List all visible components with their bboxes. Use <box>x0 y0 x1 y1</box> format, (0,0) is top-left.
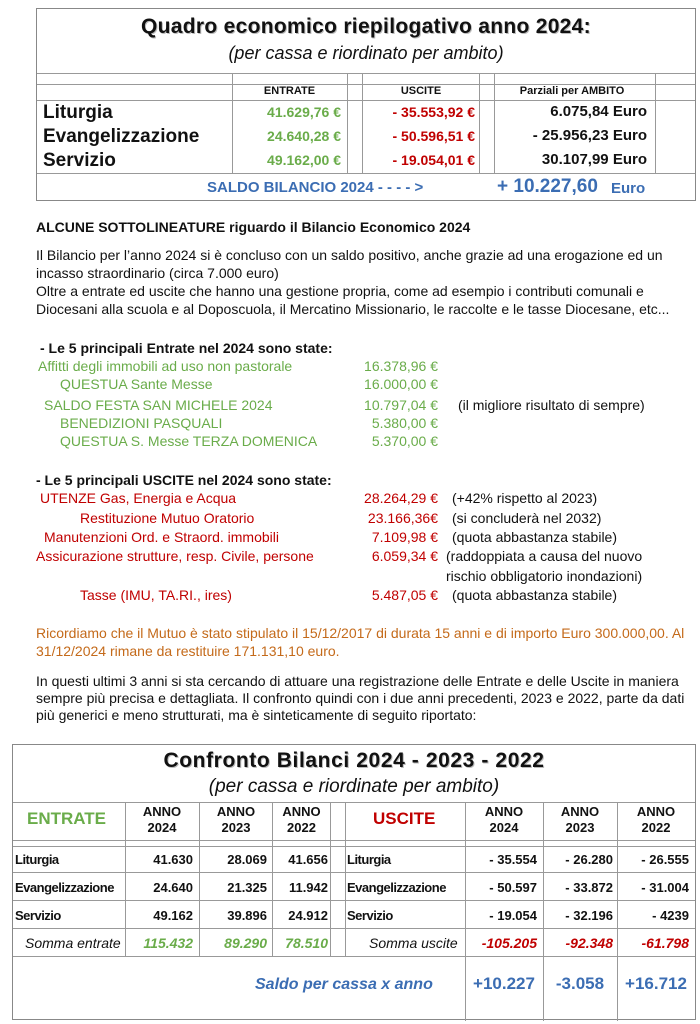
grid-line <box>13 956 695 957</box>
entrata-label: SALDO FESTA SAN MICHELE 2024 <box>44 397 273 413</box>
somma-entrate-cell: 115.432 <box>143 935 193 951</box>
year-line1: ANNO <box>484 804 524 819</box>
somma-uscite-label: Somma uscite <box>369 935 458 951</box>
entrata-cell: 11.942 <box>288 880 328 895</box>
notes-heading: ALCUNE SOTTOLINEATURE riguardo il Bilancio Economico 2024 <box>36 219 471 235</box>
grid-line <box>125 802 126 956</box>
summary-box <box>36 8 696 201</box>
uscita-cell: - 19.054 <box>489 908 537 923</box>
year-line2: 2024 <box>147 820 177 835</box>
somma-uscite-cell: -105.205 <box>481 935 537 951</box>
year-line2: 2022 <box>641 820 671 835</box>
grid-line <box>13 900 695 901</box>
entrate-value: 24.640,28 € <box>267 128 341 144</box>
uscita-cell: - 35.554 <box>489 852 537 867</box>
somma-uscite-cell: -61.798 <box>641 935 689 951</box>
uscita-note: (quota abbastanza stabile) <box>452 529 617 545</box>
grid-line <box>13 840 695 841</box>
col-entrate: ENTRATE <box>263 85 316 97</box>
grid-line <box>543 802 544 1021</box>
uscite-label: USCITE <box>373 809 436 828</box>
uscita-cell: - 4239 <box>652 908 689 923</box>
grid-line <box>37 73 695 74</box>
entrata-value: 16.000,00 € <box>364 376 438 392</box>
col-parziali: Parziali per AMBITO <box>519 85 625 97</box>
somma-uscite-cell: -92.348 <box>565 935 613 951</box>
uscita-cell: - 26.280 <box>565 852 613 867</box>
grid-line <box>347 73 348 173</box>
saldo-label: SALDO BILANCIO 2024 - - - - > <box>207 179 424 196</box>
uscita-value: 28.264,29 € <box>364 490 438 506</box>
year-line2: 2023 <box>565 820 595 835</box>
year-line1: ANNO <box>216 804 256 819</box>
row-label: Liturgia <box>15 852 59 867</box>
entrata-cell: 41.630 <box>153 852 193 867</box>
entrata-cell: 24.640 <box>153 880 193 895</box>
uscita-note: (raddoppiata a causa del nuovo <box>446 548 643 564</box>
uscite-value: - 35.553,92 € <box>392 104 475 120</box>
uscita-note: (si concluderà nel 2032) <box>452 510 602 526</box>
uscita-value: 5.487,05 € <box>371 587 438 603</box>
uscita-cell: - 33.872 <box>565 880 613 895</box>
entrata-note: (il migliore risultato di sempre) <box>458 397 645 413</box>
saldo-value: + 10.227,60 <box>497 176 598 197</box>
uscita-value: 23.166,36€ <box>367 510 438 526</box>
grid-line <box>13 928 695 929</box>
uscita-cell: - 32.196 <box>565 908 613 923</box>
row-label: Liturgia <box>347 852 391 867</box>
uscite-value: - 19.054,01 € <box>392 152 475 168</box>
entrata-cell: 49.162 <box>153 908 193 923</box>
uscita-note: (+42% rispetto al 2023) <box>452 490 598 506</box>
grid-line <box>345 802 346 956</box>
grid-line <box>37 173 695 174</box>
entrata-value: 5.370,00 € <box>371 433 438 449</box>
saldo-label: Saldo per cassa x anno <box>255 976 433 993</box>
parziale-value: 6.075,84 Euro <box>550 103 647 120</box>
year-line1: ANNO <box>142 804 182 819</box>
entrata-cell: 39.896 <box>227 908 267 923</box>
notes-para2: Oltre a entrate ed uscite che hanno una gestione propria, come ad esempio i contributi comunali e Diocesani alla scuola e al Doposcuola, il Mercatino Missionario, le raccolte e le tasse Diocesane, etc... <box>36 283 670 317</box>
entrata-cell: 21.325 <box>227 880 267 895</box>
saldo-unit: Euro <box>611 180 646 197</box>
entrate-value: 49.162,00 € <box>267 152 341 168</box>
uscita-note: rischio obbligatorio inondazioni) <box>446 568 643 584</box>
uscita-cell: - 31.004 <box>641 880 689 895</box>
uscita-value: 6.059,34 € <box>371 548 438 564</box>
grid-line <box>13 802 695 803</box>
grid-line <box>479 73 480 173</box>
saldo-cell: -3.058 <box>555 974 605 993</box>
grid-line <box>617 802 618 1021</box>
uscite-value: - 50.596,51 € <box>392 128 475 144</box>
entrate-heading: - Le 5 principali Entrate nel 2024 sono state: <box>40 340 333 356</box>
summary-title: Quadro economico riepilogativo anno 2024: <box>141 15 591 38</box>
entrate-label: ENTRATE <box>27 809 107 828</box>
entrata-cell: 28.069 <box>227 852 267 867</box>
uscita-label: Restituzione Mutuo Oratorio <box>80 510 255 526</box>
parziale-value: 30.107,99 Euro <box>541 151 647 168</box>
grid-line <box>655 73 656 173</box>
notes-para3: In questi ultimi 3 anni si sta cercando di attuare una registrazione delle Entrate e delle Uscite in maniera sempre più precisa e dettagliata. Il confronto quindi con i due anni precedenti, 2023 e 2022, parte da dati più generici e meno strutturati, ma è sinteticamente di seguito riportato: <box>36 673 685 723</box>
somma-entrate-label: Somma entrate <box>25 935 121 951</box>
row-label: Servizio <box>43 150 116 171</box>
row-label: Evangelizzazione <box>347 880 446 895</box>
year-line1: ANNO <box>282 804 321 819</box>
entrata-value: 5.380,00 € <box>371 415 438 431</box>
uscita-cell: - 26.555 <box>641 852 689 867</box>
entrata-label: QUESTUA S. Messe TERZA DOMENICA <box>60 433 318 449</box>
parziale-value: - 25.956,23 Euro <box>532 127 647 144</box>
grid-line <box>37 100 695 101</box>
year-line1: ANNO <box>560 804 600 819</box>
entrata-value: 10.797,04 € <box>364 397 438 413</box>
col-uscite: USCITE <box>400 85 442 97</box>
somma-entrate-cell: 89.290 <box>224 935 267 951</box>
row-label: Evangelizzazione <box>15 880 114 895</box>
saldo-cell: +16.712 <box>625 974 687 993</box>
grid-line <box>13 846 695 847</box>
uscita-label: Tasse (IMU, TA.RI., ires) <box>80 587 232 603</box>
mutuo-note: Ricordiamo che il Mutuo è stato stipulato il 15/12/2017 di durata 15 anni e di importo Euro 300.000,00. Al 31/12/2024 rimane da restituire 171.131,10 euro. <box>36 625 685 659</box>
uscite-heading: - Le 5 principali USCITE nel 2024 sono state: <box>36 472 332 488</box>
grid-line <box>13 872 695 873</box>
compare-title: Confronto Bilanci 2024 - 2023 - 2022 <box>163 749 545 772</box>
saldo-cell: +10.227 <box>473 974 535 993</box>
entrata-value: 16.378,96 € <box>364 358 438 374</box>
uscita-label: Manutenzioni Ord. e Straord. immobili <box>44 529 279 545</box>
uscita-label: UTENZE Gas, Energia e Acqua <box>40 490 237 506</box>
row-label: Liturgia <box>43 102 113 123</box>
grid-line <box>330 802 331 956</box>
uscita-cell: - 50.597 <box>489 880 537 895</box>
uscita-label: Assicurazione strutture, resp. Civile, persone <box>36 548 314 564</box>
entrata-label: QUESTUA Sante Messe <box>60 376 213 392</box>
grid-line <box>465 802 466 1021</box>
grid-line <box>272 802 273 956</box>
compare-subtitle: (per cassa e riordinate per ambito) <box>208 776 500 797</box>
entrata-label: BENEDIZIONI PASQUALI <box>60 415 223 431</box>
summary-subtitle: (per cassa e riordinato per ambito) <box>228 43 504 63</box>
row-label: Servizio <box>15 908 61 923</box>
year-line2: 2024 <box>489 820 519 835</box>
entrata-label: Affitti degli immobili ad uso non pastorale <box>38 358 293 374</box>
entrate-value: 41.629,76 € <box>267 104 341 120</box>
year-line2: 2023 <box>221 820 251 835</box>
notes-para1: Il Bilancio per l’anno 2024 si è concluso con un saldo positivo, anche grazie ad una erogazione ed un incasso straordinario (circa 7.000 euro) <box>36 247 663 281</box>
entrata-cell: 24.912 <box>288 908 328 923</box>
row-label: Servizio <box>347 908 393 923</box>
entrata-cell: 41.656 <box>288 852 328 867</box>
year-line1: ANNO <box>636 804 676 819</box>
row-label: Evangelizzazione <box>43 126 200 147</box>
grid-line <box>199 802 200 956</box>
uscita-value: 7.109,98 € <box>371 529 438 545</box>
uscita-note: (quota abbastanza stabile) <box>452 587 617 603</box>
compare-box <box>12 744 696 1020</box>
somma-entrate-cell: 78.510 <box>285 935 328 951</box>
year-line2: 2022 <box>287 820 316 835</box>
